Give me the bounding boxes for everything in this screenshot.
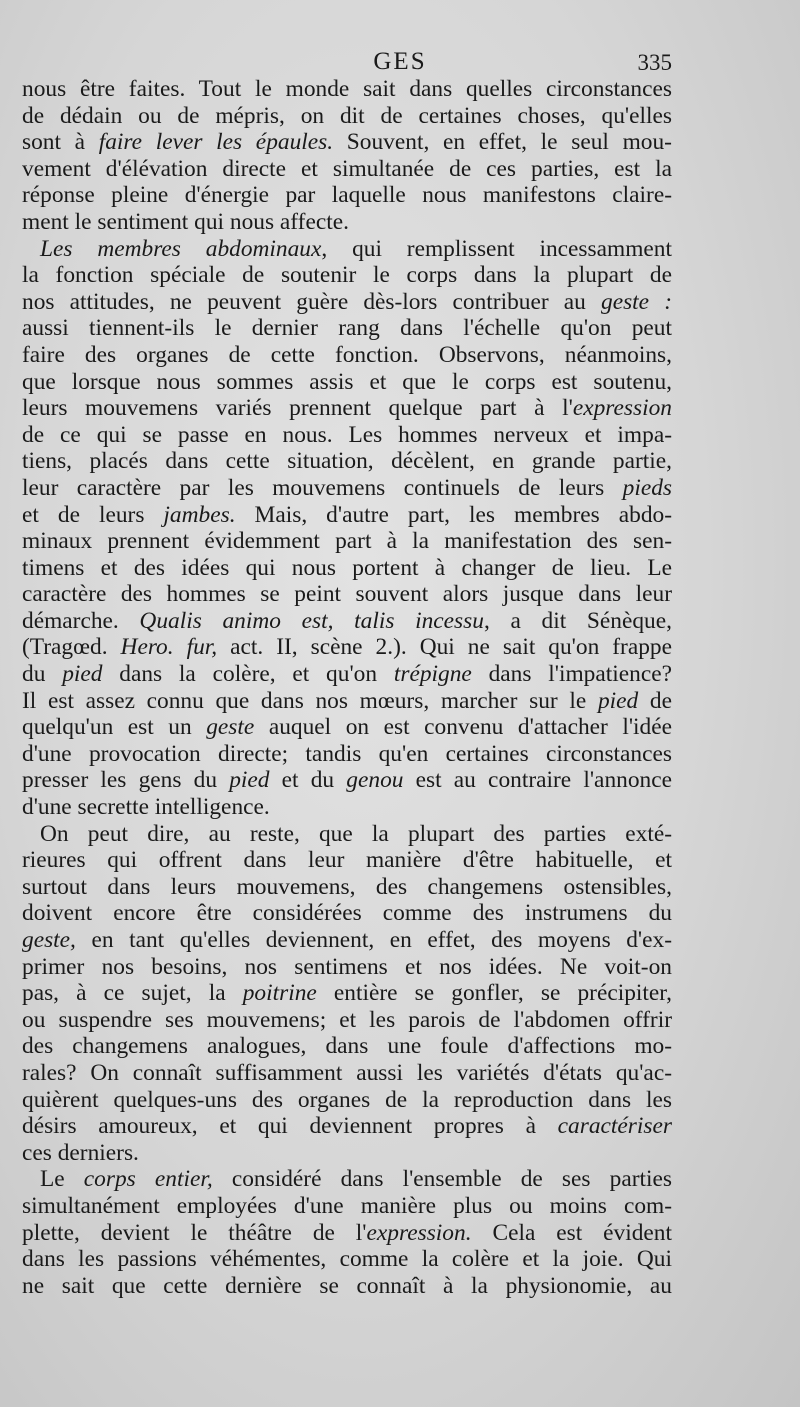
text-segment: ne sait que cette dernière se connaît à la physionomie, au <box>22 1272 672 1299</box>
text-line <box>22 1193 672 1220</box>
text-segment: ment le sentiment qui nous affecte. <box>22 208 349 235</box>
italic-text: pied <box>229 767 270 794</box>
text-segment: quièrent quelques-uns des organes de la reproduction dans les <box>22 1086 672 1113</box>
text-line <box>22 1220 672 1247</box>
text-line <box>22 634 672 661</box>
text-segment: nous être faites. Tout le monde sait dans quelles circonstances <box>22 76 672 102</box>
text-segment: ou suspendre ses mouvemens; et les parois de l'abdomen offrir <box>22 1006 672 1033</box>
text-line <box>22 714 672 741</box>
text-line <box>22 688 672 715</box>
text-segment: vement d'élévation directe et simultanée de ces parties, est la <box>22 155 672 182</box>
italic-text: faire lever les épaules. <box>98 129 334 156</box>
text-segment: aussi tiennent-ils le dernier rang dans l'échelle qu'on peut <box>22 315 672 342</box>
italic-text: geste <box>206 714 255 741</box>
text-segment: quelqu'un est un <box>22 714 207 741</box>
text-segment: timens et des idées qui nous portent à changer de lieu. Le <box>22 554 672 581</box>
text-segment: sont à <box>22 129 99 156</box>
italic-text: corps entier, <box>83 1166 213 1193</box>
text-line <box>22 475 672 502</box>
text-segment: leur caractère par les mouvemens continuels de leurs <box>22 474 623 501</box>
text-line <box>22 209 672 236</box>
text-segment: de ce qui se passe en nous. Les hommes nerveux et impa- <box>22 421 672 448</box>
text-segment: nos attitudes, ne peuvent guère dès-lors contribuer au <box>22 288 601 315</box>
italic-text: caractériser <box>557 1113 672 1140</box>
text-line <box>22 1113 672 1140</box>
text-segment: désirs amoureux, et qui deviennent propres à <box>22 1113 558 1140</box>
text-segment: de <box>638 687 672 714</box>
text-line <box>22 555 672 582</box>
text-line <box>22 954 672 981</box>
text-segment: , qui remplissent incessamment <box>321 235 672 262</box>
text-line <box>22 448 672 475</box>
text-segment: pas, à ce sujet, la <box>22 980 243 1007</box>
text-segment: On peut dire, au reste, que la plupart des parties exté- <box>40 820 672 847</box>
italic-text: Les membres abdominaux <box>40 235 322 262</box>
text-line <box>22 502 672 529</box>
text-segment: rieures qui offrent dans leur manière d'être habituelle, et <box>22 847 672 874</box>
text-segment: démarche. <box>22 607 140 634</box>
text-line <box>22 741 672 768</box>
italic-text: jambes. <box>163 501 236 528</box>
italic-text: Hero. fur, <box>120 634 218 661</box>
text-line <box>22 1246 672 1273</box>
text-segment: dans l'impatience? <box>471 661 672 688</box>
text-line <box>22 1140 672 1167</box>
italic-text: geste, <box>22 927 76 953</box>
text-line <box>22 289 672 316</box>
text-line <box>22 581 672 608</box>
text-line <box>22 608 672 635</box>
text-line <box>22 342 672 369</box>
text-segment: primer nos besoins, nos sentimens et nos idées. Ne voit-on <box>22 953 672 980</box>
text-line <box>22 1087 672 1114</box>
text-segment: de dédain ou de mépris, on dit de certaines choses, qu'elles <box>22 102 672 129</box>
text-segment: rales? On connaît suffisamment aussi les variétés d'états qu'ac- <box>22 1059 672 1086</box>
text-line <box>22 767 672 794</box>
text-line <box>22 182 672 209</box>
body-text <box>22 76 672 1299</box>
text-segment: en tant qu'elles deviennent, en effet, des moyens d'ex- <box>75 927 672 953</box>
text-line <box>22 900 672 927</box>
running-head: GES <box>373 48 427 75</box>
text-line <box>22 262 672 289</box>
text-line <box>22 821 672 848</box>
text-line <box>22 927 672 954</box>
text-segment: des changemens analogues, dans une foule d'affections mo- <box>22 1033 672 1060</box>
text-segment: Cela est évident <box>471 1219 672 1246</box>
italic-text: trépigne <box>393 661 472 688</box>
text-segment: auquel on est convenu d'attacher l'idée <box>254 714 672 741</box>
text-segment: simultanément employées d'une manière plus ou moins com- <box>22 1192 672 1219</box>
text-line <box>22 315 672 342</box>
italic-text: pied <box>62 661 103 688</box>
text-line <box>22 661 672 688</box>
italic-text: poitrine <box>242 980 317 1007</box>
text-segment: faire des organes de cette fonction. Observons, néanmoins, <box>22 341 672 368</box>
italic-text: geste : <box>601 288 672 315</box>
text-segment: la fonction spéciale de soutenir le corps dans la plupart de <box>22 262 672 289</box>
text-segment: réponse pleine d'énergie par laquelle nous manifestons claire- <box>22 182 672 209</box>
text-segment: caractère des hommes se peint souvent alors jusque dans leur <box>22 581 672 608</box>
text-segment: minaux prennent évidemment part à la manifestation des sen- <box>22 528 672 555</box>
text-line <box>22 395 672 422</box>
text-line <box>22 847 672 874</box>
text-line <box>22 794 672 821</box>
text-segment: est au contraire l'annonce <box>403 767 672 794</box>
text-segment: act. II, scène 2.). Qui ne sait qu'on frappe <box>217 634 672 661</box>
text-line <box>22 1033 672 1060</box>
text-line <box>22 422 672 449</box>
text-segment: ces derniers. <box>22 1139 139 1166</box>
italic-text: Qualis animo est, talis incessu <box>139 607 484 634</box>
text-segment: doivent encore être considérées comme des instrumens du <box>22 900 672 927</box>
text-line <box>22 1166 672 1193</box>
text-line <box>22 874 672 901</box>
text-segment: Le <box>40 1166 84 1193</box>
italic-text: expression. <box>366 1219 472 1246</box>
text-line <box>22 156 672 183</box>
text-segment: , a dit Sénèque, <box>483 607 672 634</box>
text-segment: que lorsque nous sommes assis et que le corps est soutenu, <box>22 368 672 395</box>
text-line <box>22 103 672 130</box>
text-line <box>22 528 672 555</box>
text-segment: Souvent, en effet, le seul mou- <box>333 129 672 156</box>
text-line <box>22 236 672 263</box>
italic-text: pieds <box>622 474 672 501</box>
text-segment: dans la colère, et qu'on <box>102 661 394 688</box>
text-segment: considéré dans l'ensemble de ses parties <box>212 1166 672 1193</box>
italic-text: genou <box>346 767 404 794</box>
text-segment: tiens, placés dans cette situation, décèlent, en grande partie, <box>22 448 672 475</box>
text-segment: et du <box>269 767 347 794</box>
text-segment: entière se gonfler, se précipiter, <box>316 980 672 1007</box>
text-segment: leurs mouvemens variés prennent quelque part à l' <box>22 395 573 422</box>
text-line <box>22 1273 672 1300</box>
text-segment: et de leurs <box>22 501 164 528</box>
text-segment: surtout dans leurs mouvemens, des changemens ostensibles, <box>22 873 672 900</box>
italic-text: pied <box>597 687 639 714</box>
text-segment: plette, devient le théâtre de l' <box>22 1219 367 1246</box>
text-line <box>22 1007 672 1034</box>
text-segment: (Tragœd. <box>22 634 121 661</box>
text-line <box>22 980 672 1007</box>
text-segment: presser les gens du <box>22 767 230 794</box>
text-line <box>22 369 672 396</box>
text-line <box>22 1060 672 1087</box>
italic-text: expression <box>572 395 672 422</box>
text-segment: dans les passions véhémentes, comme la colère et la joie. Qui <box>22 1246 672 1273</box>
text-line <box>22 129 672 156</box>
text-segment: d'une provocation directe; tandis qu'en certaines circonstances <box>22 740 672 767</box>
text-segment: d'une secrette intelligence. <box>22 794 270 821</box>
text-segment: Mais, d'autre part, les membres abdo- <box>235 501 672 528</box>
text-line <box>22 76 672 103</box>
page-number: 335 <box>637 50 672 75</box>
text-segment: Il est assez connu que dans nos mœurs, marcher sur le <box>22 687 598 714</box>
text-segment: du <box>22 661 63 688</box>
